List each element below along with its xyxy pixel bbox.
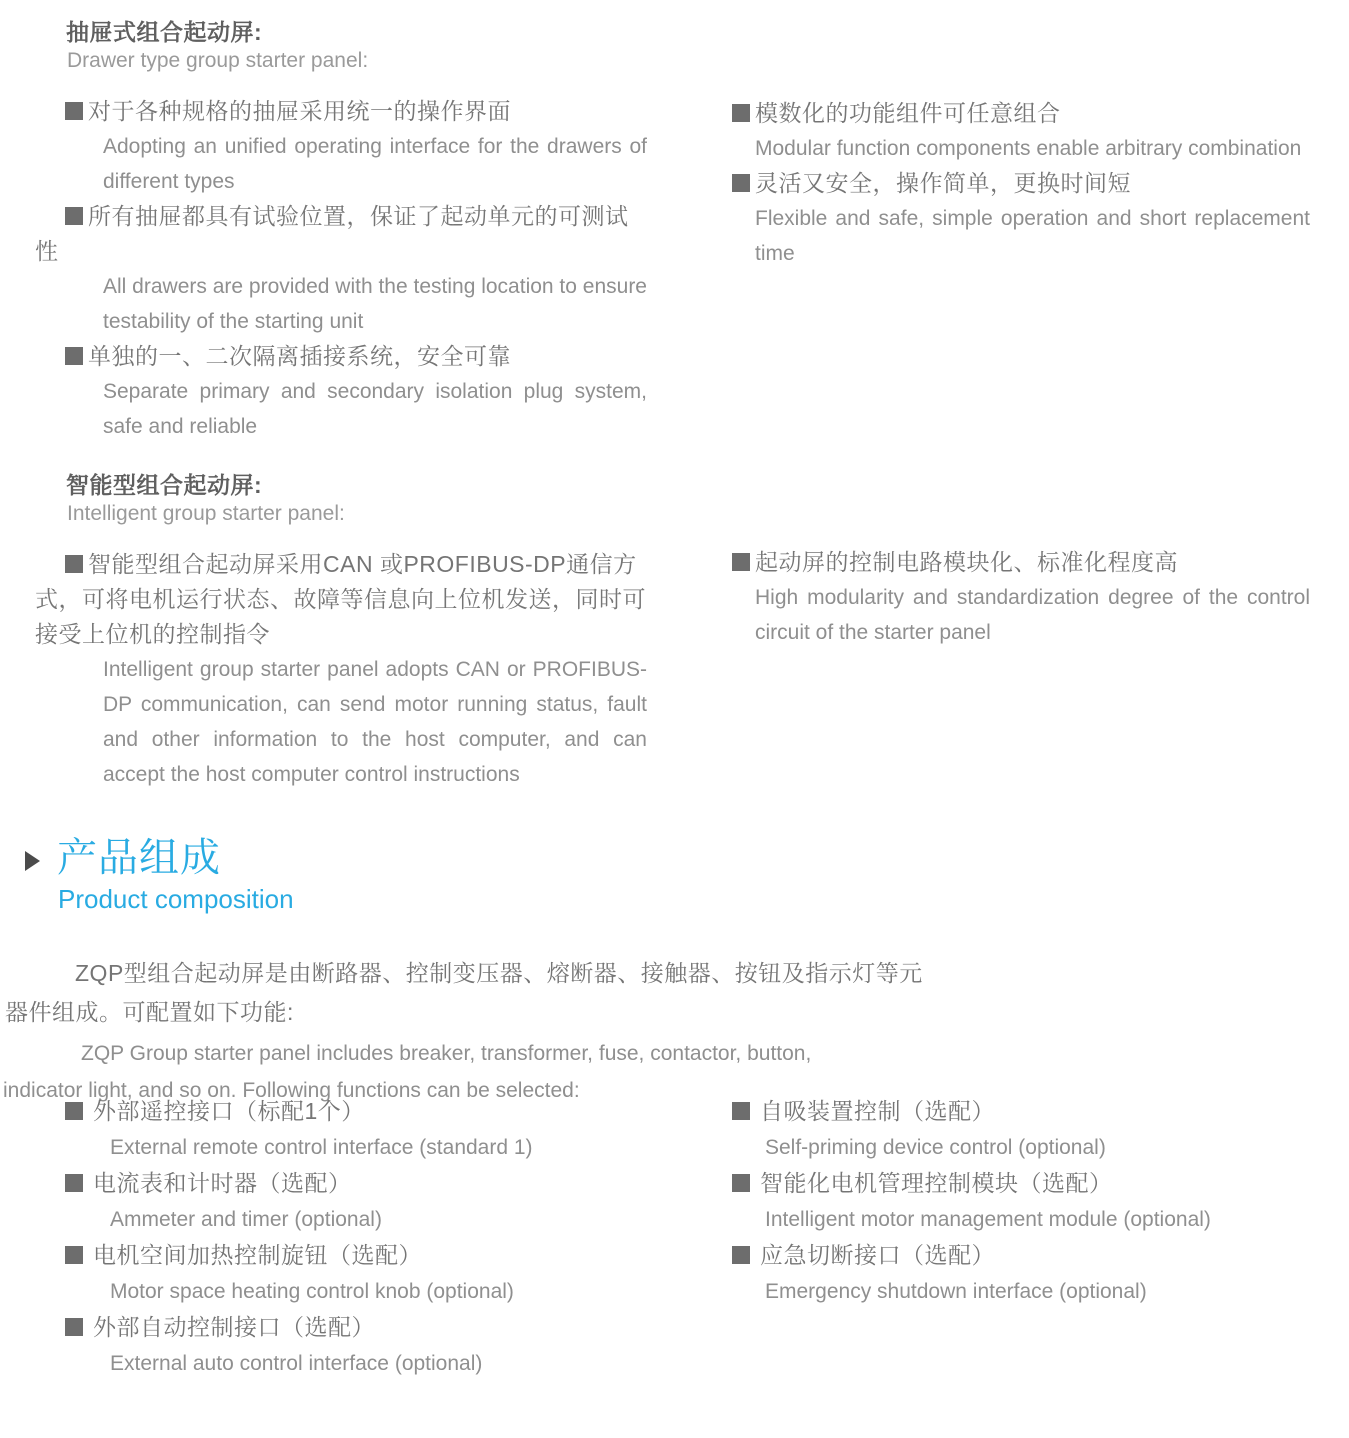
feature-cn-text: 起动屏的控制电路模块化、标准化程度高: [755, 549, 1178, 575]
option-cn-text: 自吸装置控制（选配）: [760, 1098, 995, 1124]
option-item: [732, 1165, 1332, 1237]
option-en-text: Emergency shutdown interface (optional): [765, 1280, 1147, 1303]
option-item: [35, 1309, 675, 1381]
option-cn-line: [35, 1237, 675, 1274]
feature-item: [35, 94, 647, 199]
feature-cn-line: [35, 199, 647, 269]
bullet-square-icon: [65, 1246, 83, 1264]
section-drawer-left-column: [35, 18, 647, 444]
feature-cn-line: [732, 166, 1310, 201]
bullet-square-icon: [732, 1174, 750, 1192]
feature-item: [35, 199, 647, 339]
option-en-text: External auto control interface (optional): [110, 1352, 483, 1375]
option-cn-line: [732, 1237, 1332, 1274]
bullet-square-icon: [65, 1318, 83, 1336]
bullet-square-icon: [732, 1246, 750, 1264]
composition-title-en: Product composition: [58, 884, 294, 914]
feature-item: [35, 339, 647, 444]
option-en-text: Intelligent motor management module (optional): [765, 1208, 1211, 1231]
feature-item: [732, 545, 1310, 650]
bullet-square-icon: [65, 347, 83, 365]
bullet-square-icon: [65, 102, 83, 120]
option-cn-text: 外部遥控接口（标配1个）: [93, 1098, 365, 1124]
feature-item: [732, 96, 1310, 166]
option-cn-text: 电流表和计时器（选配）: [93, 1170, 352, 1196]
section-heading-en: Drawer type group starter panel:: [67, 49, 369, 72]
option-item: [35, 1237, 675, 1309]
option-cn-text: 智能化电机管理控制模块（选配）: [760, 1170, 1113, 1196]
bullet-square-icon: [65, 1174, 83, 1192]
feature-cn-text: 单独的一、二次隔离插接系统，安全可靠: [88, 343, 511, 369]
feature-en-text: Separate primary and secondary isolation plug system, safe and reliable: [103, 380, 647, 438]
section-arrow-icon: [25, 851, 40, 871]
option-item: [732, 1237, 1332, 1309]
feature-en-text: All drawers are provided with the testing location to ensure testability of the starting unit: [103, 275, 647, 333]
feature-cn-line: [35, 547, 647, 652]
feature-en-text: Adopting an unified operating interface for the drawers of different types: [103, 135, 647, 193]
feature-cn-text: 智能型组合起动屏采用CAN 或PROFIBUS-DP通信方式，可将电机运行状态、故障等信息向上位机发送，同时可接受上位机的控制指令: [35, 551, 646, 647]
composition-paragraph-en: ZQP Group starter panel includes breaker, transformer, fuse, contactor, button, indicator light, and so on. Following functions can be selected:: [3, 1042, 812, 1102]
feature-cn-line: [732, 545, 1310, 580]
bullet-square-icon: [732, 104, 750, 122]
feature-en-text: Intelligent group starter panel adopts CAN or PROFIBUS-DP communication, can send motor running status, fault and other information to the host computer, and can accept the host computer control instructions: [103, 658, 647, 786]
bullet-square-icon: [732, 553, 750, 571]
section-heading-cn: 智能型组合起动屏:: [66, 472, 263, 498]
feature-cn-line: [732, 96, 1310, 131]
section-intelligent-right-column: [732, 545, 1310, 650]
option-cn-line: [35, 1309, 675, 1346]
section-intelligent-left-column: [35, 471, 647, 792]
bullet-square-icon: [65, 555, 83, 573]
feature-en-text: Modular function components enable arbitrary combination: [755, 137, 1302, 160]
option-item: [35, 1093, 675, 1165]
bullet-square-icon: [732, 1102, 750, 1120]
composition-right-column: [732, 1093, 1332, 1309]
feature-en-text: Flexible and safe, simple operation and short replacement time: [755, 207, 1310, 265]
option-en-text: Motor space heating control knob (optional): [110, 1280, 514, 1303]
option-cn-line: [732, 1093, 1332, 1130]
feature-cn-line: [35, 94, 647, 129]
option-cn-line: [35, 1165, 675, 1202]
option-en-text: External remote control interface (standard 1): [110, 1136, 533, 1159]
feature-en-text: High modularity and standardization degree of the control circuit of the starter panel: [755, 586, 1310, 644]
composition-title-cn: 产品组成: [57, 836, 221, 880]
bullet-square-icon: [65, 1102, 83, 1120]
option-en-text: Self-priming device control (optional): [765, 1136, 1106, 1159]
composition-paragraph-cn: ZQP型组合起动屏是由断路器、控制变压器、熔断器、接触器、按钮及指示灯等元器件组成。可配置如下功能:: [5, 960, 923, 1025]
option-item: [35, 1165, 675, 1237]
option-cn-line: [35, 1093, 675, 1130]
feature-item: [732, 166, 1310, 271]
composition-left-column: [35, 1093, 675, 1381]
option-en-text: Ammeter and timer (optional): [110, 1208, 382, 1231]
feature-item: [35, 547, 647, 792]
section-heading-cn: 抽屉式组合起动屏:: [66, 19, 263, 45]
section-drawer-right-column: [732, 96, 1310, 271]
option-cn-text: 电机空间加热控制旋钮（选配）: [93, 1242, 422, 1268]
option-cn-line: [732, 1165, 1332, 1202]
option-cn-text: 应急切断接口（选配）: [760, 1242, 995, 1268]
feature-cn-text: 灵活又安全，操作简单，更换时间短: [755, 170, 1131, 196]
option-item: [732, 1093, 1332, 1165]
feature-cn-text: 对于各种规格的抽屉采用统一的操作界面: [88, 98, 511, 124]
bullet-square-icon: [65, 207, 83, 225]
option-cn-text: 外部自动控制接口（选配）: [93, 1314, 375, 1340]
section-heading-en: Intelligent group starter panel:: [67, 502, 345, 525]
feature-cn-line: [35, 339, 647, 374]
feature-cn-text: 所有抽屉都具有试验位置，保证了起动单元的可测试性: [35, 203, 629, 264]
feature-cn-text: 模数化的功能组件可任意组合: [755, 100, 1061, 126]
bullet-square-icon: [732, 174, 750, 192]
